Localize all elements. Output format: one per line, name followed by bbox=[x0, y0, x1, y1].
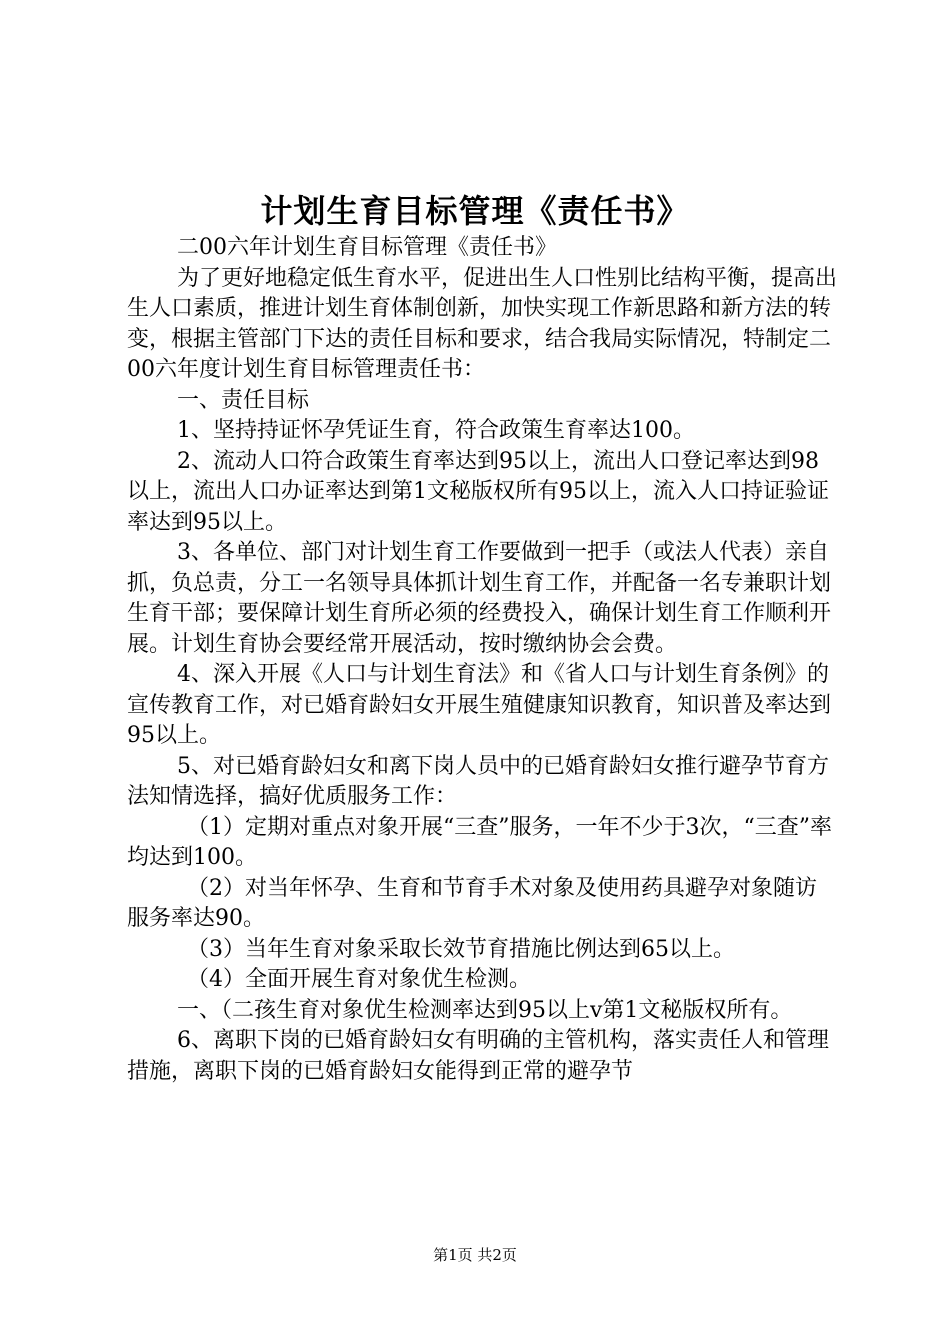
goal-item-6: 6、离职下岗的已婚育龄妇女有明确的主管机构，落实责任人和管理措施，离职下岗的已婚育龄妇女能得到正常的避孕节 bbox=[127, 1028, 829, 1084]
goal-item-5: 5、对已婚育龄妇女和离下岗人员中的已婚育龄妇女推行避孕节育方法知情选择，搞好优质服务工作： bbox=[127, 753, 829, 809]
subtitle-paragraph: 二00六年计划生育目标管理《责任书》 bbox=[177, 235, 557, 260]
intro-paragraph: 为了更好地稳定低生育水平，促进出生人口性别比结构平衡，提高出生人口素质，推进计划生育体制创新，加快实现工作新思路和新方法的转变，根据主管部门下达的责任目标和要求，结合我局实际情况，特制定二00六年度计划生育目标管理责任书： bbox=[127, 265, 838, 382]
sub-item-3: （3）当年生育对象采取长效节育措施比例达到65以上。 bbox=[187, 936, 735, 962]
goal-item-1: 1、坚持持证怀孕凭证生育，符合政策生育率达100。 bbox=[177, 418, 695, 443]
goal-item-2: 2、流动人口符合政策生育率达到95以上，流出人口登记率达到98以上，流出人口办证率达到第1文秘版权所有95以上，流入人口持证验证率达到95以上。 bbox=[127, 448, 829, 535]
goal-item-4: 4、深入开展《人口与计划生育法》和《省人口与计划生育条例》的宣传教育工作，对已婚育龄妇女开展生殖健康知识教育，知识普及率达到95以上。 bbox=[127, 662, 832, 748]
sub-item-4: （4）全面开展生育对象优生检测。 bbox=[187, 967, 531, 992]
section-heading: 一、责任目标 bbox=[177, 387, 310, 413]
goal-item-3: 3、各单位、部门对计划生育工作要做到一把手（或法人代表）亲自抓，负总责，分工一名领导具体抓计划生育工作，并配备一名专兼职计划生育干部；要保障计划生育所必须的经费投入，确保计划生育工作顺利开展。计划生育协会要经常开展活动，按时缴纳协会会费。 bbox=[127, 540, 832, 657]
document-body bbox=[127, 233, 837, 1087]
sub-item-1: （1）定期对重点对象开展“三查”服务，一年不少于3次，“三查”率均达到100。 bbox=[127, 814, 832, 870]
page-number-footer: 第1页 共2页 bbox=[433, 1246, 517, 1264]
sub-item-2: （2）对当年怀孕、生育和节育手术对象及使用药具避孕对象随访服务率达90。 bbox=[127, 875, 817, 931]
document-title: 计划生育目标管理《责任书》 bbox=[260, 192, 690, 230]
sub-item-note: 一、（二孩生育对象优生检测率达到95以上v第1文秘版权所有。 bbox=[177, 997, 793, 1023]
